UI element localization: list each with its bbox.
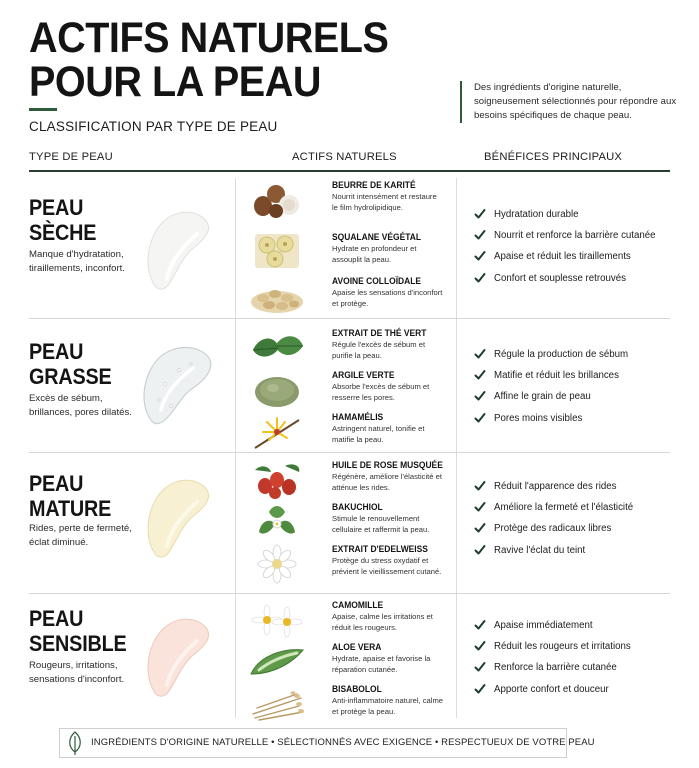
benefit-text: Apaise et réduit les tiraillements	[494, 251, 631, 263]
active-description: Apaise, calme les irritations et réduit les rougeurs.	[332, 612, 433, 632]
checkmark-icon	[474, 522, 486, 534]
tea-leaves-icon	[249, 328, 305, 368]
skin-title-line-1: PEAU	[29, 606, 84, 631]
benefit-item	[472, 390, 672, 411]
benefit-text: Protège des radicaux libres	[494, 523, 612, 535]
active-description: Nourrit intensément et restaure le film hydrolipidique.	[332, 192, 437, 212]
benefit-item	[472, 501, 672, 522]
benefits-list	[472, 208, 672, 293]
active-ingredient	[249, 328, 449, 372]
skin-type-description: Manque d'hydratation, tiraillements, inconfort.	[29, 249, 125, 274]
benefit-text: Apporte confort et douceur	[494, 683, 609, 695]
active-description: Astringent naturel, tonifie et matifie la peau.	[332, 424, 425, 444]
benefit-text: Réduit les rougeurs et irritations	[494, 641, 631, 653]
active-name: HAMAMÉLIS	[332, 412, 384, 422]
benefits-list	[472, 480, 672, 565]
checkmark-icon	[474, 412, 486, 424]
benefit-text: Renforce la barrière cutanée	[494, 662, 617, 674]
skin-type-description: Excès de sébum, brillances, pores dilatés.	[29, 393, 132, 418]
benefit-text: Apaise immédiatement	[494, 620, 593, 631]
active-description: Hydrate, apaise et favorise la réparation cutanée.	[332, 654, 431, 674]
active-name: HUILE DE ROSE MUSQUÉE	[332, 460, 443, 470]
olive-slices-icon	[249, 232, 305, 272]
active-description: Hydrate en profondeur et assouplit la peau.	[332, 244, 417, 264]
shea-nuts-icon	[249, 180, 305, 220]
intro-text: Des ingrédients d'origine naturelle, soigneusement sélectionnés pour répondre aux besoins spécifiques de chaque peau.	[460, 81, 682, 123]
skin-row-dry	[29, 178, 670, 318]
skin-row-mature	[29, 452, 670, 593]
title-line-2: POUR LA PEAU	[29, 58, 321, 106]
skin-title-line-1: PEAU	[29, 195, 84, 220]
active-description: Apaise les sensations d'inconfort et protège.	[332, 288, 443, 308]
skin-type-description: Rides, perte de fermeté, éclat diminué.	[29, 523, 132, 548]
edelweiss-flower-icon	[249, 544, 305, 584]
title-accent-rule	[29, 108, 57, 111]
column-header-benefits: BÉNÉFICES PRINCIPAUX	[484, 151, 623, 163]
gel-swatch-icon	[135, 334, 217, 428]
skin-type-description: Rougeurs, irritations, sensations d'inconfort.	[29, 660, 125, 685]
benefit-item	[472, 661, 672, 682]
benefits-list	[472, 348, 672, 433]
checkmark-icon	[474, 390, 486, 402]
aloe-leaf-icon	[249, 642, 305, 682]
checkmark-icon	[474, 619, 486, 631]
checkmark-icon	[474, 348, 486, 360]
skin-type-title	[29, 471, 111, 521]
active-ingredient	[249, 412, 449, 456]
active-ingredient	[249, 232, 449, 276]
active-ingredient	[249, 502, 449, 546]
footer-text: INGRÉDIENTS D'ORIGINE NATURELLE • SÉLECTIONNÉS AVEC EXIGENCE • RESPECTUEUX DE VOTRE PEAU	[91, 737, 595, 748]
checkmark-icon	[474, 640, 486, 652]
benefit-item	[472, 480, 672, 501]
benefits-list	[472, 619, 672, 704]
checkmark-icon	[474, 250, 486, 262]
page-subtitle: CLASSIFICATION PAR TYPE DE PEAU	[29, 119, 278, 134]
benefit-item	[472, 522, 672, 543]
skin-type-title	[29, 195, 96, 245]
active-name: BISABOLOL	[332, 684, 382, 694]
benefit-item	[472, 683, 672, 704]
active-name: SQUALANE VÉGÉTAL	[332, 232, 422, 242]
checkmark-icon	[474, 369, 486, 381]
active-description: Protège du stress oxydatif et prévient le vieillissement cutané.	[332, 556, 442, 576]
skin-type-title	[29, 606, 127, 656]
chamomile-stems-icon	[249, 684, 305, 724]
active-description: Anti-inflammatoire naturel, calme et protège la peau.	[332, 696, 443, 716]
active-ingredient	[249, 180, 449, 224]
benefit-item	[472, 348, 672, 369]
active-name: CAMOMILLE	[332, 600, 384, 610]
bakuchiol-plant-icon	[249, 502, 305, 542]
page-title	[29, 16, 415, 104]
header-rule	[29, 170, 670, 172]
active-description: Régénère, améliore l'élasticité et atténue les rides.	[332, 472, 442, 492]
active-name: ALOE VERA	[332, 642, 382, 652]
skin-title-line-1: PEAU	[29, 339, 84, 364]
skin-title-line-2: SENSIBLE	[29, 631, 127, 656]
benefit-item	[472, 369, 672, 390]
checkmark-icon	[474, 229, 486, 241]
benefit-item	[472, 250, 672, 271]
column-header-skin-type: TYPE DE PEAU	[29, 151, 113, 163]
checkmark-icon	[474, 501, 486, 513]
benefit-text: Nourrit et renforce la barrière cutanée	[494, 230, 656, 242]
skin-title-line-2: MATURE	[29, 496, 112, 521]
active-ingredient	[249, 370, 449, 414]
skin-row-sensitive	[29, 593, 670, 723]
column-header-actives: ACTIFS NATURELS	[292, 151, 397, 163]
chamomile-flower-icon	[249, 600, 305, 640]
checkmark-icon	[474, 272, 486, 284]
active-name: BEURRE DE KARITÉ	[332, 180, 416, 190]
active-ingredient	[249, 600, 449, 644]
active-ingredient	[249, 544, 449, 588]
active-name: BAKUCHIOL	[332, 502, 383, 512]
benefit-item	[472, 619, 672, 640]
active-ingredient	[249, 684, 449, 728]
checkmark-icon	[474, 544, 486, 556]
title-line-1: ACTIFS NATURELS	[29, 14, 389, 62]
benefit-item	[472, 229, 672, 250]
active-description: Régule l'excès de sébum et purifie la peau.	[332, 340, 426, 360]
active-name: ARGILE VERTE	[332, 370, 395, 380]
benefit-item	[472, 272, 672, 293]
skin-title-line-2: GRASSE	[29, 364, 112, 389]
benefit-text: Réduit l'apparence des rides	[494, 481, 617, 492]
skin-type-title	[29, 339, 112, 389]
active-description: Absorbe l'excès de sébum et resserre les pores.	[332, 382, 430, 402]
benefit-text: Ravive l'éclat du teint	[494, 544, 586, 556]
active-ingredient	[249, 460, 449, 504]
skin-title-line-1: PEAU	[29, 471, 84, 496]
checkmark-icon	[474, 683, 486, 695]
benefit-item	[472, 208, 672, 229]
benefit-text: Confort et souplesse retrouvés	[494, 272, 626, 284]
skin-row-oily	[29, 318, 670, 452]
checkmark-icon	[474, 480, 486, 492]
benefit-text: Pores moins visibles	[494, 412, 583, 424]
active-name: AVOINE COLLOÏDALE	[332, 276, 422, 286]
benefit-item	[472, 412, 672, 433]
rosehip-berries-icon	[249, 460, 305, 500]
benefit-item	[472, 544, 672, 565]
skin-title-line-2: SÈCHE	[29, 220, 97, 245]
checkmark-icon	[474, 661, 486, 673]
benefit-text: Affine le grain de peau	[494, 391, 591, 403]
benefit-text: Hydratation durable	[494, 209, 579, 220]
cream-swatch-icon	[137, 466, 217, 562]
cream-swatch-icon	[137, 198, 217, 293]
oat-flakes-icon	[249, 276, 305, 316]
cream-swatch-icon	[137, 605, 217, 701]
checkmark-icon	[474, 208, 486, 220]
benefit-text: Régule la production de sébum	[494, 349, 629, 360]
leaf-icon	[66, 731, 84, 756]
benefit-text: Matifie et réduit les brillances	[494, 370, 619, 382]
active-name: EXTRAIT DE THÉ VERT	[332, 328, 427, 338]
active-ingredient	[249, 642, 449, 686]
footer-banner	[59, 728, 595, 758]
witch-hazel-flower-icon	[249, 412, 305, 452]
active-ingredient	[249, 276, 449, 320]
benefit-text: Améliore la fermeté et l'élasticité	[494, 502, 634, 514]
active-name: EXTRAIT D'EDELWEISS	[332, 544, 428, 554]
clay-powder-icon	[249, 370, 305, 410]
benefit-item	[472, 640, 672, 661]
active-description: Stimule le renouvellement cellulaire et raffermit la peau.	[332, 514, 430, 534]
